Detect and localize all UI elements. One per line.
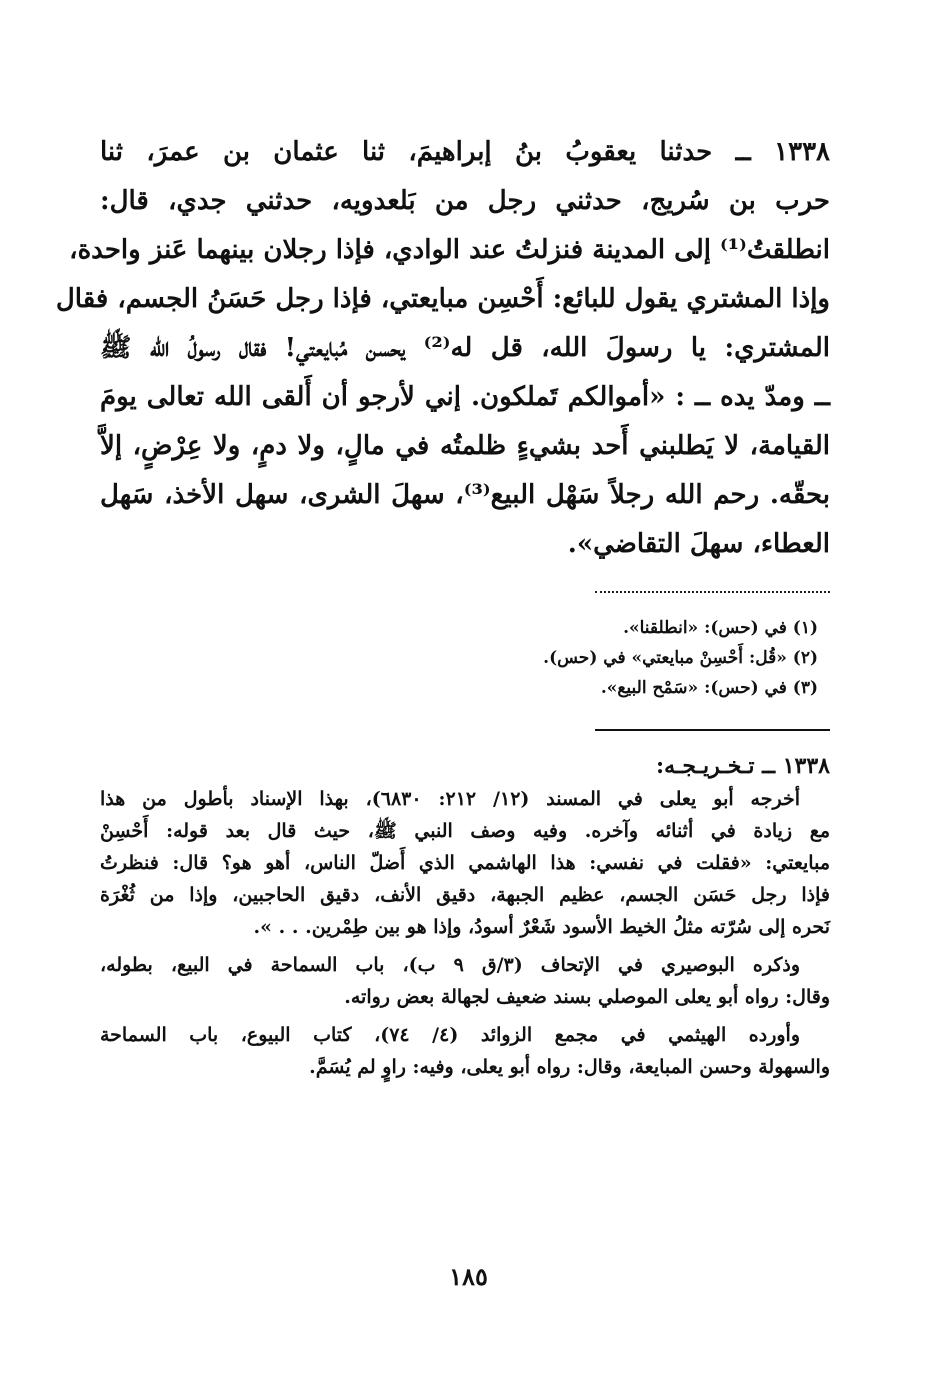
footnote-item: (٢) «قُل: أَحْسِنْ مبايعتي» في (حس). xyxy=(543,648,818,668)
page-number: ١٨٥ xyxy=(449,1262,488,1291)
hadith-line: حرب بن سُريج، حدثني رجل من بَلعدويه، حدثني جدي، قال: xyxy=(100,186,830,216)
footnote-separator xyxy=(595,591,830,593)
takhrij-text xyxy=(100,783,830,1083)
footnote-item: (١) في (حس): «انطلقنا». xyxy=(623,618,818,638)
takhrij-line: مع زيادة في أثنائه وآخره. وفيه وصف النبي ﷺ، حيث قال بعد قوله: أَحْسِنْ xyxy=(100,820,830,842)
footnotes xyxy=(100,613,830,703)
page-body xyxy=(55,128,830,1328)
takhrij-paragraph xyxy=(100,783,830,943)
takhrij-paragraph xyxy=(100,949,830,1013)
hadith-line: انطلقتُ⁽¹⁾ إلى المدينة فنزلتُ عند الوادي، فإذا رجلان بينهما عَنز واحدة، xyxy=(69,235,830,265)
hadith-line: بحقّه. رحم الله رجلاً سَهْل البيع⁽³⁾، سهلَ الشرى، سهل الأخذ، سَهل xyxy=(100,480,830,510)
takhrij-line: فإذا رجل حَسَن الجسم، عظيم الجبهة، دقيق الأنف، دقيق الحاجبين، وإذا من ثُغْرَة xyxy=(100,884,830,906)
footnote-item: (٣) في (حس): «سَمْح البيع». xyxy=(600,678,818,698)
takhrij-paragraph xyxy=(100,1019,830,1083)
takhrij-line: مبايعتي: «فقلت في نفسي: هذا الهاشمي الذي أَضلّ الناس، أهو هو؟ قال: فنظرتُ xyxy=(100,852,830,874)
takhrij-line: والسهولة وحسن المبايعة، وقال: رواه أبو يعلى، وفيه: راوٍ لم يُسَمَّ. xyxy=(309,1056,830,1078)
hadith-text xyxy=(55,128,830,569)
takhrij-heading: ١٣٣٨ ــ تـخـريـجـه: xyxy=(656,753,830,779)
takhrij-line: وأورده الهيثمي في مجمع الزوائد (٤/ ٧٤)، كتاب البيوع، باب السماحة xyxy=(100,1024,800,1046)
hadith-line: ١٣٣٨ ــ حدثنا يعقوبُ بنُ إبراهيمَ، ثنا عثمان بن عمرَ، ثنا xyxy=(100,137,830,167)
hadith-line: وإذا المشتري يقول للبائع: أَحْسِن مبايعتي، فإذا رجل حَسَنُ الجسم، فقال xyxy=(55,284,830,314)
hadith-line: العطاء، سهلَ التقاضي». xyxy=(567,529,830,559)
takhrij-line: وذكره البوصيري في الإتحاف (٣/ق ٩ ب)، باب السماحة في البيع، بطوله، xyxy=(100,954,801,976)
section-divider xyxy=(595,729,830,731)
hadith-line: القيامة، لا يَطلبني أَحد بشيءٍ ظلمتُه في مالٍ، ولا دمٍ، ولا عِرْضٍ، إلاَّ xyxy=(100,431,830,461)
takhrij-line: أخرجه أبو يعلى في المسند (١٢/ ٢١٢: ٦٨٣٠)، بهذا الإسناد بأطول من هذا xyxy=(100,788,800,810)
hadith-line: ــ ومدّ يده ــ : «أموالكم تَملكون. إني لأرجو أن أَلقى الله تعالى يومَ xyxy=(100,382,830,412)
takhrij-line: وقال: رواه أبو يعلى الموصلي بسند ضعيف لجهالة بعض رواته. xyxy=(344,986,830,1008)
hadith-line: المشتري: يا رسولَ الله، قل له⁽²⁾ يحسن مُبايعتي! فقال رسولُ الله ﷺ xyxy=(100,333,830,363)
takhrij-line: نَحره إلى سُرّته مثلُ الخيط الأسود شَعْرٌ أسودُ، وإذا هو بين طِمْرين. . . ». xyxy=(253,916,830,938)
